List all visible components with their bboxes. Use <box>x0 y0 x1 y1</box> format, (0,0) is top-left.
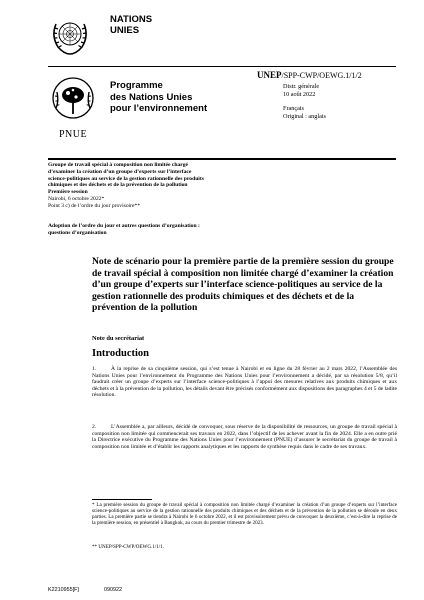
document-title: Note de scénario pour la première partie de la première session du groupe de travail spécial à composition non limitée chargé d’examiner la création d’un groupe d’experts sur l’interface science-politiques au service de la gestion rationnelle des produits chimiques et des déchets et de la prévention de la pollution <box>92 256 394 314</box>
agenda-point: Point 3 c) de l’ordre du jour provisoire** <box>48 202 141 209</box>
agenda-item-title <box>48 223 278 237</box>
agenda-line2: questions d’organisation <box>48 229 107 236</box>
distribution: Distr. générale <box>283 83 320 90</box>
paragraph-number: 2. <box>92 424 97 430</box>
unep-label: PNUE <box>58 129 88 140</box>
original-language: Original : anglais <box>283 113 326 120</box>
programme-line1: Programme <box>110 80 163 91</box>
meeting-line4: chimiques et des déchets et de la prévention de la pollution <box>48 182 188 189</box>
note-secretariat: Note du secrétariat <box>92 335 145 342</box>
issue-date: 10 août 2022 <box>283 91 316 98</box>
document-symbol <box>257 70 362 80</box>
paragraph-text: À la reprise de sa cinquième session, qui s’est tenue à Nairobi et en ligne du 28 février au 2 mars 2022, l’Assemblée des Nations Unies pour l’environnement du Programme des Nations Unies pour l’environnement a décidé, par sa résolution 5/8, qu’il faudrait créer un groupe d’experts sur l’interface science-politiques à l’appui des mesures relatives aux produits chimiques et aux déchets et à la prévention de la pollution, les détails devant être précisés conformément aux dispositions des paragraphes 4 et 5 de ladite résolution. <box>92 366 397 399</box>
un-emblem-icon <box>48 14 92 58</box>
meeting-line2: d’examiner la création d’un groupe d’experts sur l’interface <box>48 168 192 175</box>
symbol-suffix: /SPP-CWP/OEWG.1/1/2 <box>281 71 362 80</box>
un-name <box>110 14 152 36</box>
meeting-place: Nairobi, 6 octobre 2022* <box>48 195 105 202</box>
programme-line3: pour l’environnement <box>110 103 208 114</box>
paragraph-text: L’Assemblée a, par ailleurs, décidé de convoquer, sous réserve de la disponibilité de ressources, un groupe de travail spécial à composition non limitée qui commencerait ses travaux en 2022, dans l’objectif de les achever avant la fin de 2024. Elle a en outre prié la Directrice exécutive du Programme des Nations Unies pour l’environnement (PNUE) d’assurer le secrétariat du groupe de travail à composition non limitée et d’établir les rapports analytiques et les rapports de synthèse requis dans le cadre de ses travaux. <box>92 424 397 450</box>
programme-line2: des Nations Unies <box>110 91 193 103</box>
unep-emblem-icon <box>46 74 100 126</box>
footnote-1: * La première session du groupe de travail spécial à composition non limitée chargé d’examiner la création d’un groupe d’experts sur l’interface science-politiques au service de la gestion rationnelle des produits chimiques et des déchets et de la prévention de la pollution se déroule en deux parties. La première partie se tiendra à Nairobi le 6 octobre 2022, et il est provisoirement prévu de convoquer la deuxième, c’est-à-dire la reprise de la première session, en présentiel à Bangkok, au cours du premier trimestre de 2023. <box>92 502 397 527</box>
symbol-prefix: UNEP <box>257 70 282 80</box>
meeting-block <box>48 162 278 210</box>
paragraph-1 <box>92 366 397 399</box>
agenda-line1: Adoption de l’ordre du jour et autres questions d’organisation : <box>48 223 200 229</box>
language: Français <box>283 105 304 112</box>
footer-job-number: K2210955[F] <box>48 587 79 593</box>
footer-date: 090922 <box>104 587 122 593</box>
un-name-line2: UNIES <box>110 25 140 36</box>
meeting-line3: science-politiques au service de la gestion rationnelle des produits <box>48 175 204 182</box>
paragraph-number: 1. <box>92 366 97 372</box>
distribution-info <box>283 83 319 99</box>
session-label: Première session <box>48 189 88 196</box>
header-rule <box>48 66 396 67</box>
footnote-rule <box>92 499 152 500</box>
introduction-heading: Introduction <box>92 348 149 359</box>
language-info <box>283 105 326 121</box>
unep-logo <box>46 74 100 140</box>
section-rule <box>48 158 396 160</box>
footnote-2: ** UNEP/SPP-CWP/OEWG.1/1/1. <box>92 544 165 550</box>
paragraph-2 <box>92 424 397 450</box>
un-name-line1: NATIONS <box>110 14 153 25</box>
meeting-line1: Groupe de travail spécial à composition non limitée chargé <box>48 162 189 168</box>
programme-title <box>110 80 207 115</box>
